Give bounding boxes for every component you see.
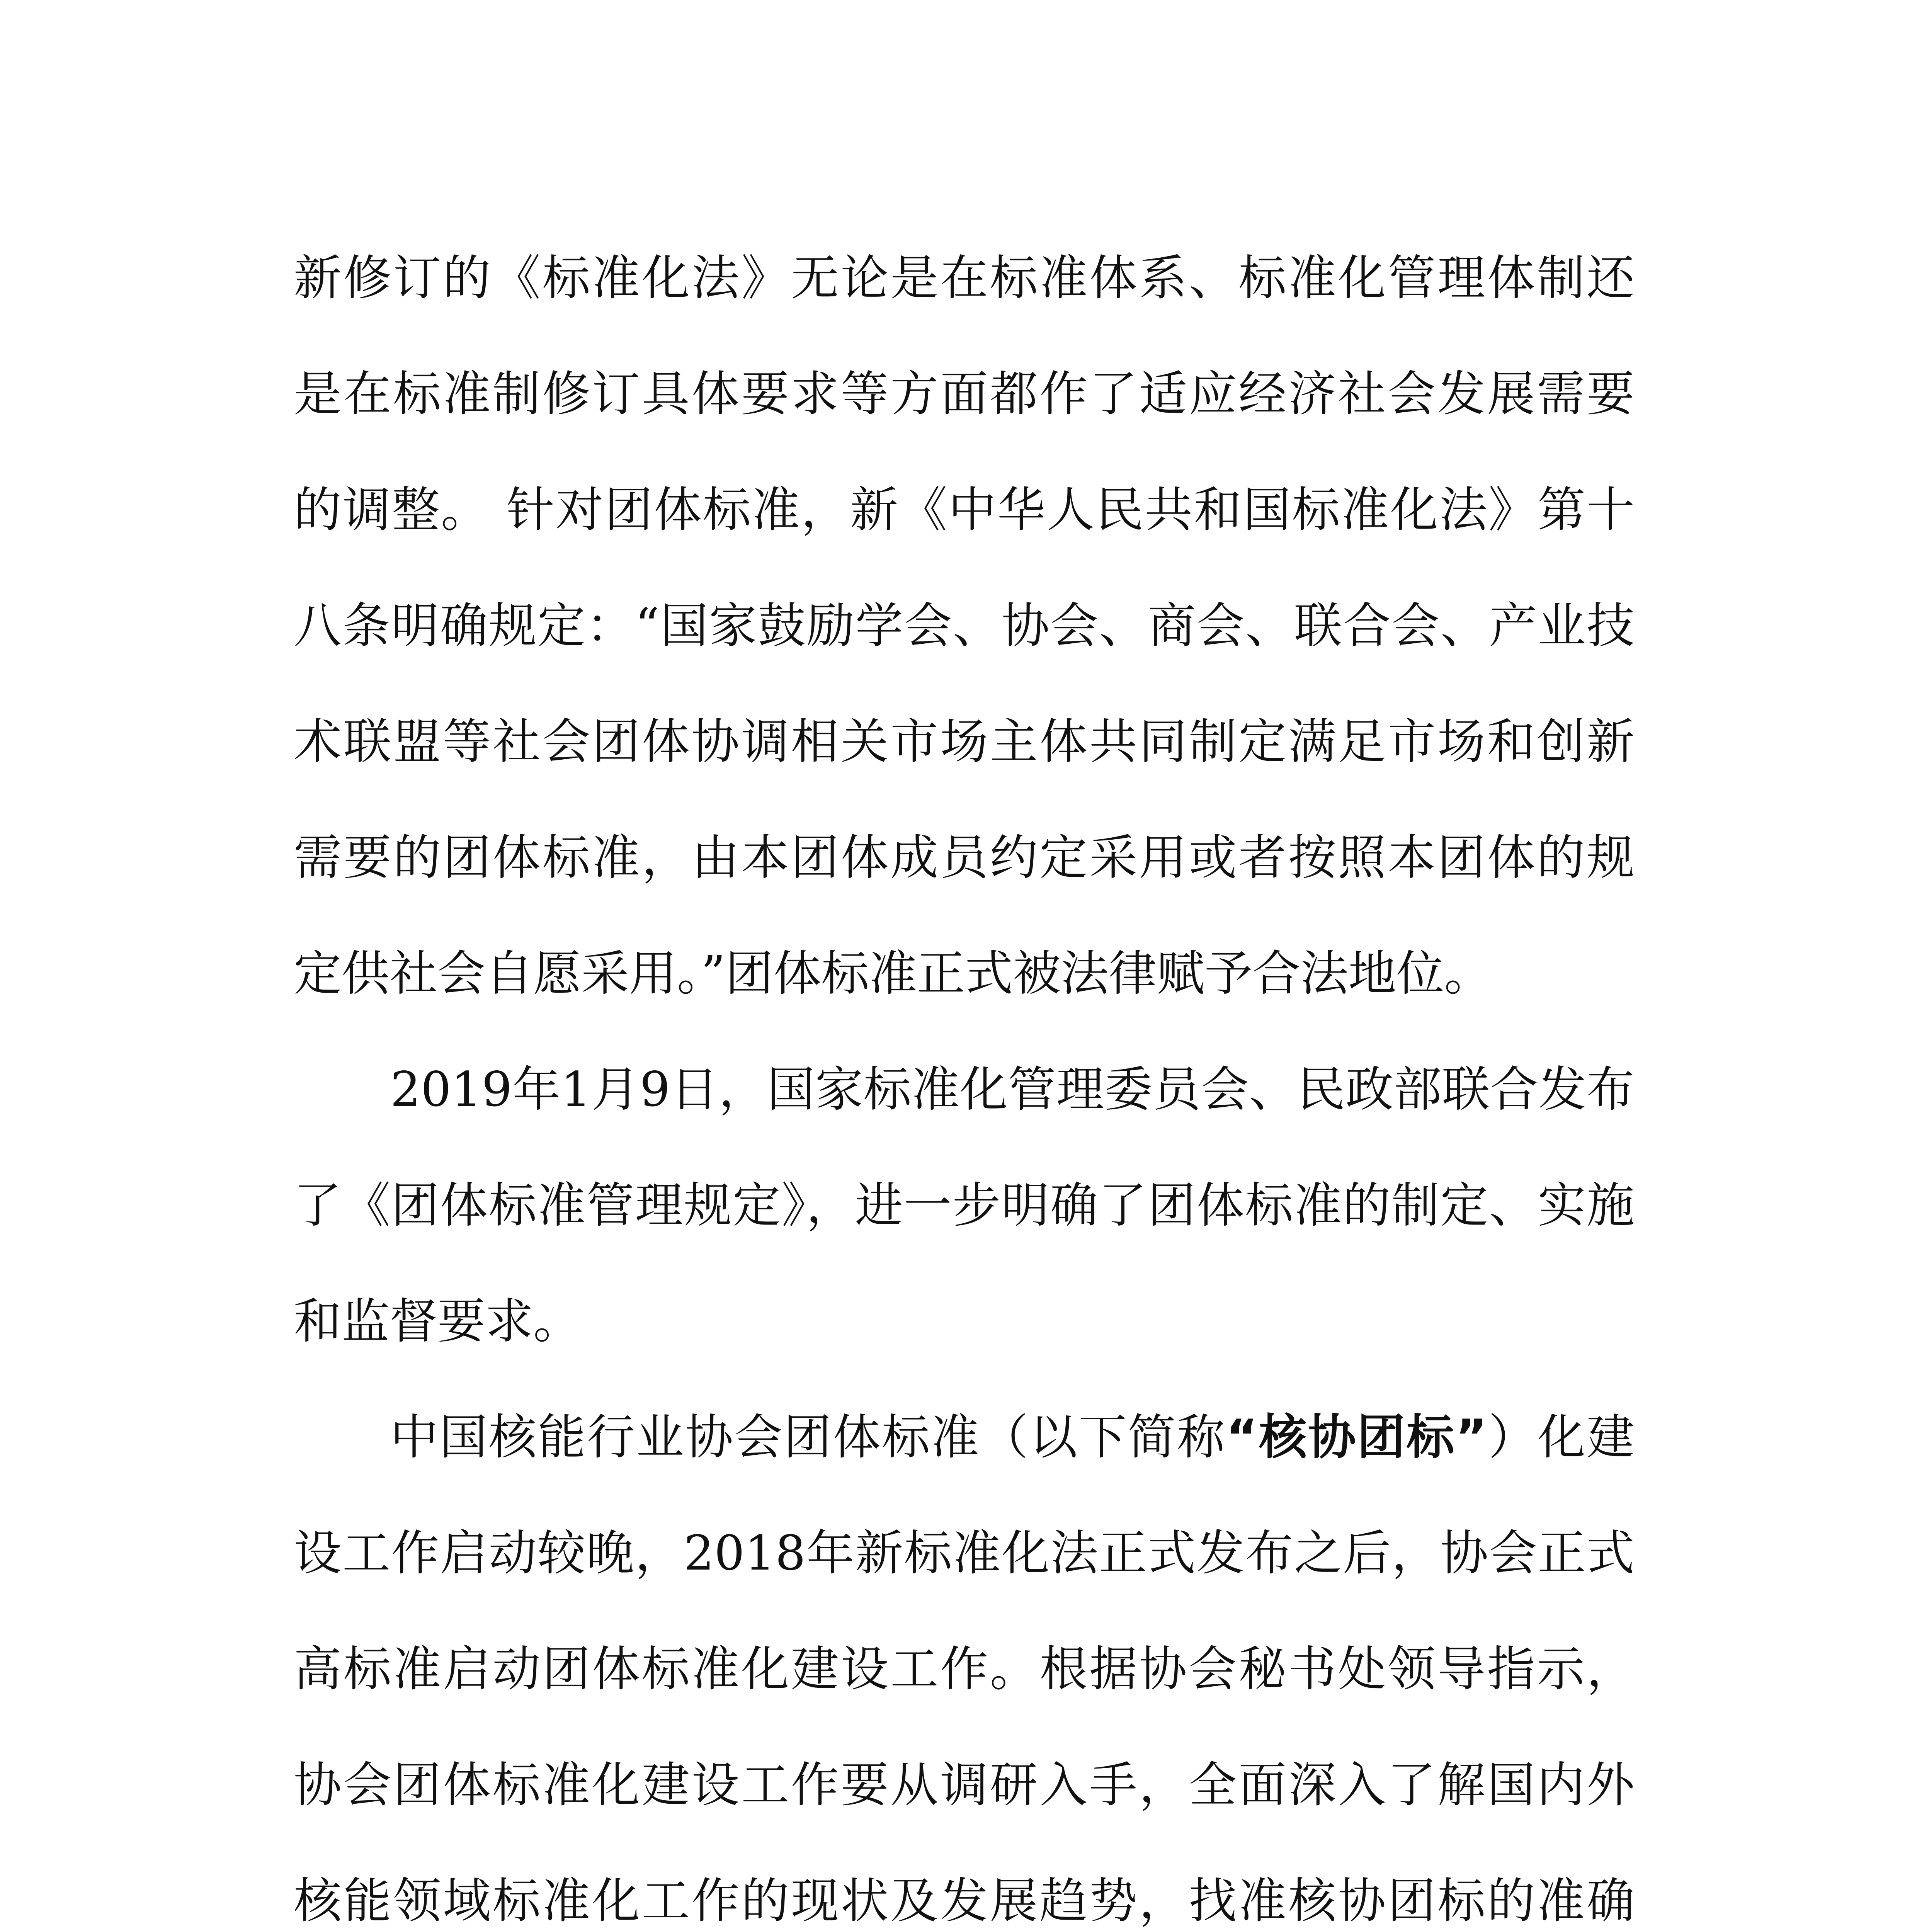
- paragraph-1: [294, 220, 1635, 1032]
- body-text: [294, 220, 1635, 1932]
- paragraph-3-text-b: ）化建设工作启动较晚，2018年新标准化法正式发布之后，协会正式高标准启动团体标准化建设工作。根据协会秘书处领导指示，协会团体标准化建设工作要从调研入手，全面深入了解国内外核能领域标准化工作的现状及发展趋势，找准核协团标的准确: [294, 1410, 1635, 1929]
- paragraph-3-text-a: 中国核能行业协会团体标准（以下简称: [390, 1410, 1226, 1465]
- paragraph-2-text: 2019年1月9日，国家标准化管理委员会、民政部联合发布了《团体标准管理规定》，进一步明确了团体标准的制定、实施和监督要求。: [294, 1062, 1635, 1349]
- paragraph-1-text: 新修订的《标准化法》无论是在标准体系、标准化管理体制还是在标准制修订具体要求等方面都作了适应经济社会发展需要的调整。 针对团体标准，新《中华人民共和国标准化法》第十八条明确规定：“国家鼓励学会、协会、商会、联合会、产业技术联盟等社会团体协调相关市场主体共同制定满足市场和创新需要的团体标准，由本团体成员约定采用或者按照本团体的规定供社会自愿采用。”团体标准正式被法律赋予合法地位。: [294, 250, 1635, 1002]
- paragraph-3: [294, 1379, 1635, 1932]
- abbreviation-bold: “核协团标”: [1226, 1410, 1487, 1465]
- paragraph-2: [294, 1032, 1635, 1379]
